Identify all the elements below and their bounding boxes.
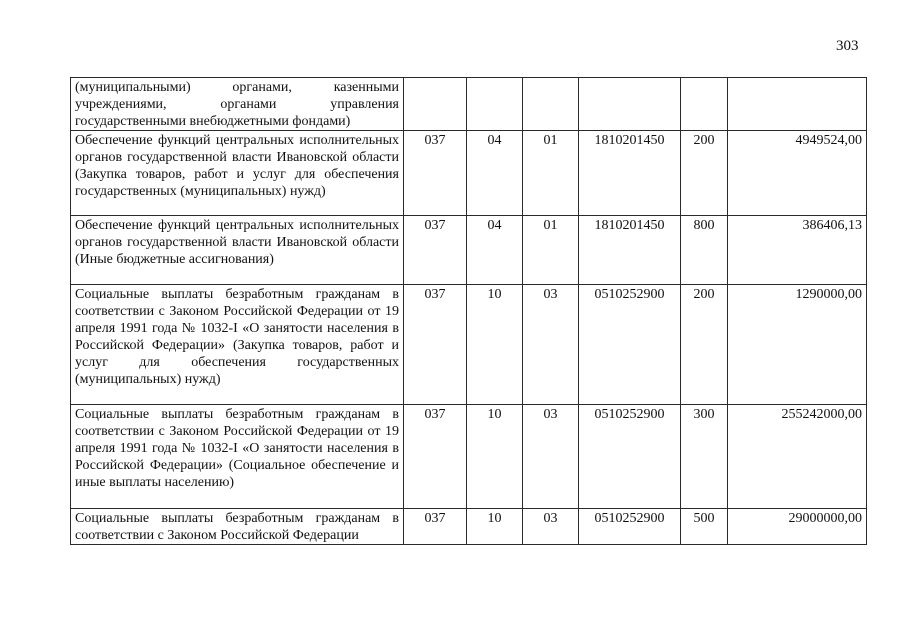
budget-table bbox=[70, 77, 867, 545]
table-row bbox=[71, 78, 867, 131]
table-row bbox=[71, 216, 867, 285]
article-code: 0510252900 bbox=[579, 405, 681, 509]
subsection-code: 01 bbox=[523, 131, 579, 216]
amount: 255242000,00 bbox=[728, 405, 867, 509]
page-number: 303 bbox=[836, 38, 859, 54]
row-description: Обеспечение функций центральных исполнительных органов государственной власти Ивановской области (Закупка товаров, работ и услуг для обеспечения государственных (муниципальных) нужд) bbox=[71, 131, 404, 216]
article-code: 1810201450 bbox=[579, 216, 681, 285]
row-description: (муниципальными) органами, казенными учреждениями, органами управления государственными внебюджетными фондами) bbox=[71, 78, 404, 131]
expense-type-code: 200 bbox=[681, 131, 728, 216]
section-code: 04 bbox=[467, 216, 523, 285]
table-row bbox=[71, 131, 867, 216]
amount: 386406,13 bbox=[728, 216, 867, 285]
section-code bbox=[467, 78, 523, 131]
table-row bbox=[71, 285, 867, 405]
expense-type-code: 500 bbox=[681, 509, 728, 545]
ministry-code: 037 bbox=[404, 285, 467, 405]
amount bbox=[728, 78, 867, 131]
row-description: Социальные выплаты безработным гражданам в соответствии с Законом Российской Федерации от 19 апреля 1991 года № 1032-I «О занятости населения в Российской Федерации» (Закупка товаров, работ и услуг для обеспечения государственных (муниципальных) нужд) bbox=[71, 285, 404, 405]
ministry-code: 037 bbox=[404, 131, 467, 216]
article-code bbox=[579, 78, 681, 131]
expense-type-code: 300 bbox=[681, 405, 728, 509]
article-code: 0510252900 bbox=[579, 285, 681, 405]
section-code: 10 bbox=[467, 285, 523, 405]
subsection-code: 03 bbox=[523, 285, 579, 405]
expense-type-code: 800 bbox=[681, 216, 728, 285]
section-code: 10 bbox=[467, 405, 523, 509]
ministry-code: 037 bbox=[404, 405, 467, 509]
subsection-code: 01 bbox=[523, 216, 579, 285]
amount: 4949524,00 bbox=[728, 131, 867, 216]
row-description: Социальные выплаты безработным гражданам в соответствии с Законом Российской Федерации bbox=[71, 509, 404, 545]
ministry-code: 037 bbox=[404, 509, 467, 545]
subsection-code: 03 bbox=[523, 405, 579, 509]
ministry-code: 037 bbox=[404, 216, 467, 285]
table-row bbox=[71, 405, 867, 509]
row-description: Социальные выплаты безработным гражданам в соответствии с Законом Российской Федерации от 19 апреля 1991 года № 1032-I «О занятости населения в Российской Федерации» (Социальное обеспечение и иные выплаты населению) bbox=[71, 405, 404, 509]
article-code: 0510252900 bbox=[579, 509, 681, 545]
section-code: 10 bbox=[467, 509, 523, 545]
amount: 1290000,00 bbox=[728, 285, 867, 405]
expense-type-code: 200 bbox=[681, 285, 728, 405]
table-row bbox=[71, 509, 867, 545]
row-description: Обеспечение функций центральных исполнительных органов государственной власти Ивановской области (Иные бюджетные ассигнования) bbox=[71, 216, 404, 285]
article-code: 1810201450 bbox=[579, 131, 681, 216]
amount: 29000000,00 bbox=[728, 509, 867, 545]
subsection-code bbox=[523, 78, 579, 131]
ministry-code bbox=[404, 78, 467, 131]
expense-type-code bbox=[681, 78, 728, 131]
section-code: 04 bbox=[467, 131, 523, 216]
subsection-code: 03 bbox=[523, 509, 579, 545]
